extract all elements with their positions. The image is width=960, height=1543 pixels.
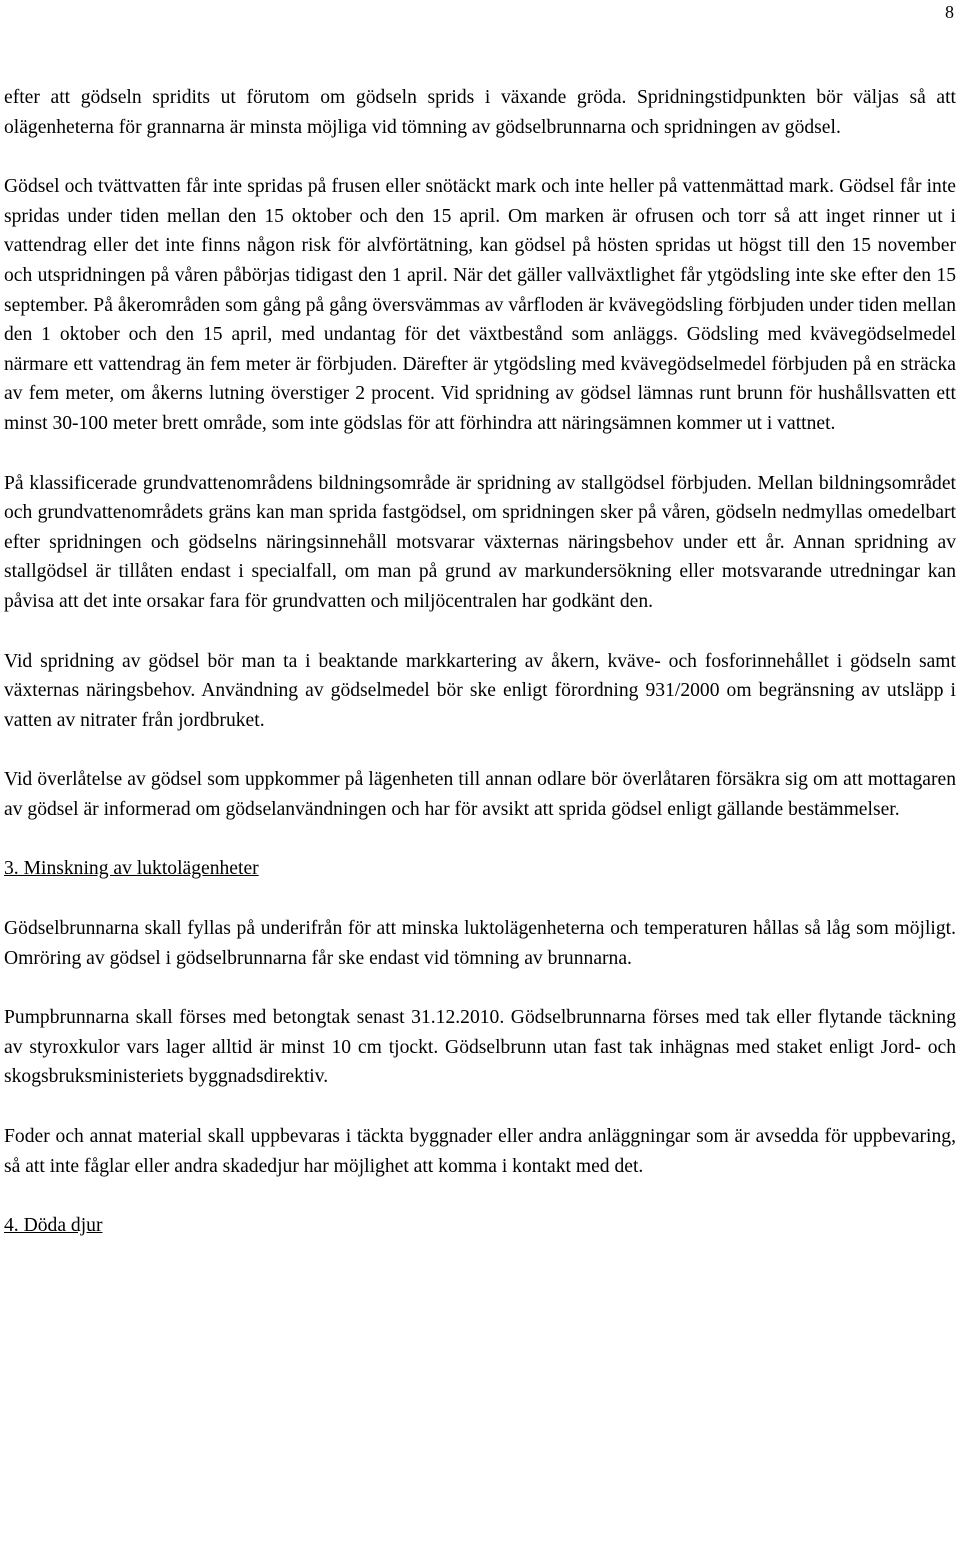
section-heading-odour: 3. Minskning av luktolägenheter bbox=[4, 858, 259, 880]
paragraph-feed-storage: Foder och annat material skall uppbevaras i täckta byggnader eller andra anläggningar som är avsedda för uppbevaring, så att inte fåglar eller andra skadedjur har möjlighet att komma i kontakt med det. bbox=[4, 1126, 956, 1177]
paragraph-covering-wells: Pumpbrunnarna skall förses med betongtak senast 31.12.2010. Gödselbrunnarna förses med tak eller flytande täckning av styroxkulor vars lager alltid är minst 10 cm tjockt. Gödselbrunn utan fast tak inhägnas med staket enligt Jord- och skogsbruksministeriets byggnadsdirektiv. bbox=[4, 1007, 956, 1088]
paragraph-filling-from-below: Gödselbrunnarna skall fyllas på underifrån för att minska luktolägenheterna och temperaturen hållas så låg som möjligt. Omröring av gödsel i gödselbrunnarna får ske endast vid tömning av brunnarna. bbox=[4, 918, 956, 969]
paragraph-groundwater-areas: På klassificerade grundvattenområdens bildningsområde är spridning av stallgödsel förbjuden. Mellan bildningsområdet och grundvattenområdets gräns kan man sprida fastgödsel, om spridningen sker på våren, gödseln nedmyllas omedelbart efter spridningen och gödselns näringsinnehåll motsvarar växternas näringsbehov under ett år. Annan spridning av stallgödsel är tillåten endast i specialfall, om man på grund av markundersökning eller motsvarande utredningar kan påvisa att det inte orsakar fara för grundvatten och miljöcentralen har godkänt den. bbox=[4, 472, 956, 612]
document-body bbox=[4, 83, 956, 1271]
paragraph-manure-transfer: Vid överlåtelse av gödsel som uppkommer på lägenheten till annan odlare bör överlåtaren försäkra sig om att mottagaren av gödsel är informerad om gödselanvändningen och har för avsikt att sprida gödsel enligt gällande bestämmelser. bbox=[4, 769, 956, 820]
paragraph-nutrient-needs: Vid spridning av gödsel bör man ta i beaktande markkartering av åkern, kväve- och fosforinnehållet i gödseln samt växternas näringsbehov. Användning av gödselmedel bör ske enligt förordning 931/2000 om begränsning av utsläpp i vatten av nitrater från jordbruket. bbox=[4, 650, 956, 731]
page-number: 8 bbox=[945, 2, 954, 22]
paragraph-spreading-restrictions: Gödsel och tvättvatten får inte spridas på frusen eller snötäckt mark och inte heller på vattenmättad mark. Gödsel får inte spridas under tiden mellan den 15 oktober och den 15 april. Om marken är ofrusen och torr så att inget rinner ut i vattendrag eller det inte finns någon risk för alvförtätning, kan gödsel på hösten spridas ut högst till den 15 november och utspridningen på våren påbörjas tidigast den 1 april. När det gäller vallväxtlighet får ytgödsling inte ske efter den 15 september. På åkerområden som gång på gång översvämmas av vårfloden är kvävegödsling förbjuden under tiden mellan den 1 oktober och den 15 april, med undantag för det växtbestånd som anläggs. Gödsling med kvävegödselmedel närmare ett vattendrag än fem meter är förbjuden. Därefter är ytgödsling med kvävegödselmedel förbjuden på en sträcka av fem meter, om åkerns lutning överstiger 2 procent. Vid spridning av gödsel lämnas runt brunn för hushållsvatten ett minst 30-100 meter brett område, som inte gödslas för att förhindra att näringsämnen kommer ut i vattnet. bbox=[4, 176, 956, 434]
section-heading-dead-animals: 4. Döda djur bbox=[4, 1215, 103, 1237]
paragraph-spreading-timing: efter att gödseln spridits ut förutom om gödseln sprids i växande gröda. Spridningstidpunkten bör väljas så att olägenheterna för grannarna är minsta möjliga vid tömning av gödselbrunnarna och spridningen av gödsel. bbox=[4, 87, 956, 138]
